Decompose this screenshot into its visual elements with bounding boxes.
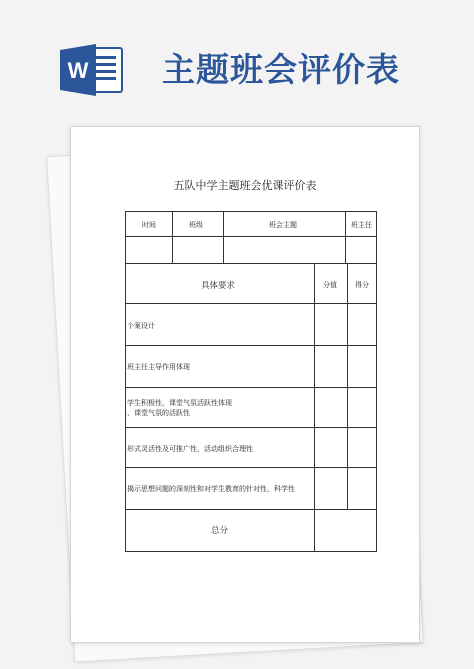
table-line — [125, 211, 126, 552]
requirements-header: 具体要求 — [201, 281, 236, 291]
score-value-header: 分值 — [323, 281, 337, 289]
table-line — [125, 427, 377, 428]
table-line — [376, 211, 377, 552]
criterion-item: 形式灵活性及可推广性，活动组织合理性 — [127, 445, 253, 453]
header-class: 班级 — [189, 221, 203, 229]
word-logo-letter: W — [67, 58, 89, 83]
criterion-item: 学生积极性，课堂气氛活跃性体现 — [127, 399, 232, 407]
document-page — [70, 126, 420, 643]
table-line — [345, 211, 346, 263]
header-theme: 班会主题 — [269, 221, 297, 229]
word-logo-icon — [58, 42, 124, 98]
header-teacher: 班主任 — [351, 221, 372, 229]
table-line — [125, 236, 377, 237]
table-line — [125, 303, 377, 304]
criterion-item: 班主任主导作用体现 — [127, 363, 190, 371]
criterion-item: 揭示思想问题的深刻性和对学生教育的针对性，科学性 — [127, 485, 295, 493]
table-line — [125, 387, 377, 388]
table-line — [125, 551, 377, 552]
table-line — [125, 345, 377, 346]
table-line — [314, 263, 315, 509]
table-line — [125, 509, 377, 510]
table-line — [347, 263, 348, 509]
table-line — [223, 211, 224, 263]
table-line — [125, 211, 377, 212]
criterion-item: 、课堂气氛的活跃性 — [127, 409, 190, 417]
total-label: 总分 — [211, 526, 229, 536]
table-line — [314, 509, 315, 551]
table-line — [172, 211, 173, 263]
table-line — [125, 263, 377, 264]
score-got-header: 得分 — [355, 281, 369, 289]
header-time: 时间 — [142, 221, 156, 229]
criterion-item: 个案设计 — [127, 322, 155, 330]
table-line — [125, 467, 377, 468]
document-title: 五队中学主题班会优课评价表 — [173, 179, 317, 192]
banner-title: 主题班会评价表 — [162, 50, 400, 89]
